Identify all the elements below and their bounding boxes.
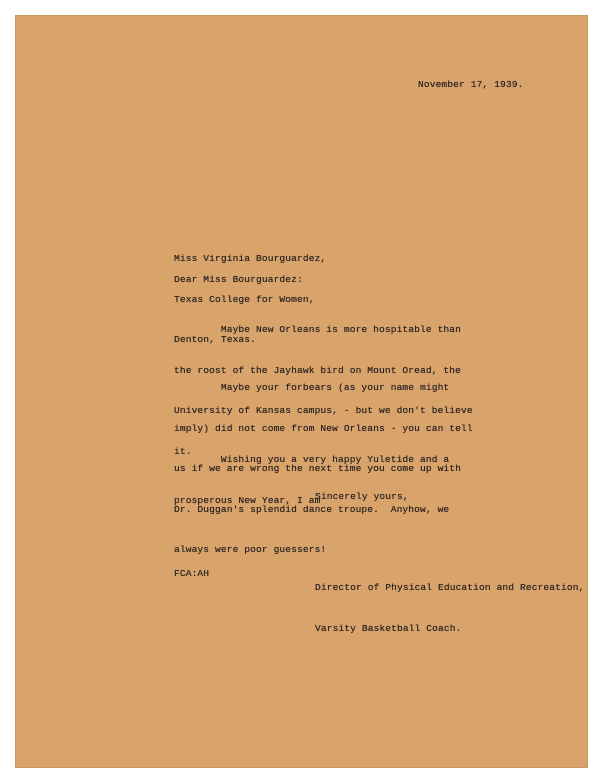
paragraph-line: always were poor guessers! — [174, 544, 327, 555]
recipient-city: Denton, Texas. — [174, 334, 257, 345]
paragraph-line: imply) did not come from New Orleans - you can tell — [174, 422, 473, 434]
paragraph-line: us if we are wrong the next time you come up with — [174, 463, 462, 474]
signature-block — [315, 554, 584, 649]
recipient-institution: Texas College for Women, — [174, 293, 315, 305]
paragraph-line: University of Kansas campus, - but we don't believe — [174, 405, 473, 416]
paragraph-line: Dr. Duggan's splendid dance troupe. Anyhow, we — [174, 503, 450, 515]
paragraph-3 — [174, 426, 449, 521]
closing: Sincerely yours, — [315, 491, 409, 502]
paragraph-line: Maybe New Orleans is more hospitable than — [174, 324, 462, 335]
paragraph-line: prosperous New Year, I am — [174, 494, 321, 506]
recipient-name: Miss Virginia Bourguardez, — [174, 253, 327, 264]
paragraph-line: Wishing you a very happy Yuletide and a — [174, 454, 450, 465]
letter-date: November 17, 1939. — [418, 79, 524, 90]
paragraph-line: the roost of the Jayhawk bird on Mount Oread, the — [174, 364, 462, 376]
signature-title: Varsity Basketball Coach. — [315, 622, 462, 634]
signature-title: Director of Physical Education and Recreation, — [315, 582, 585, 593]
salutation: Dear Miss Bourguardez: — [174, 274, 303, 285]
paragraph-line: Maybe your forbears (as your name might — [174, 382, 450, 393]
typist-initials: FCA:AH — [174, 568, 210, 579]
paragraph-line: it. — [174, 445, 192, 457]
